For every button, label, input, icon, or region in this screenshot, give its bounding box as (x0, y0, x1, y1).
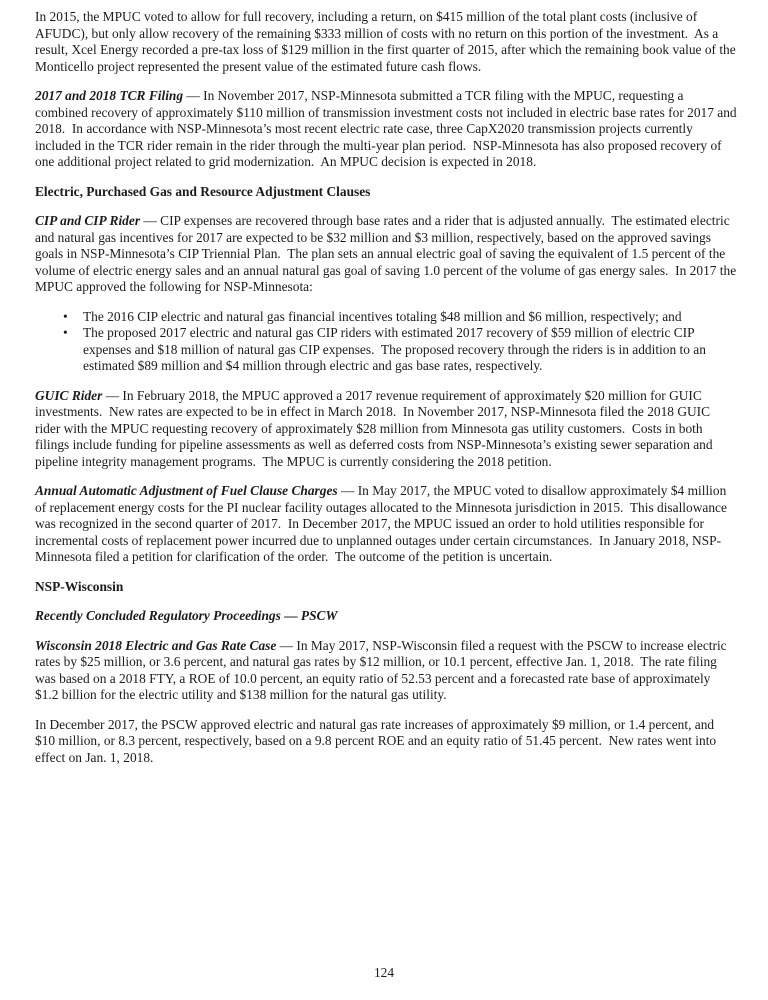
bullet-item-text: The 2016 CIP electric and natural gas financial incentives totaling $48 million and $6 million, respectively; and (83, 308, 682, 324)
guic-rider-text: — In February 2018, the MPUC approved a 2017 revenue requirement of approximately $20 million for GUIC investments. New rates are expected to be in effect in March 2018. In November 2017, NSP-Minnesota filed the 2018 GUIC rider with the MPUC requesting recovery of approximately $28 million from Minnesota gas utility customers. Costs in both filings include funding for pipeline assessments as well as deferred costs from NSP-Minnesota’s existing sewer separation and pipeline integrity management programs. The MPUC is currently considering the 2018 petition. (35, 387, 716, 469)
list-item (35, 325, 737, 375)
guic-rider-lead-in: GUIC Rider (35, 387, 103, 403)
fuel-clause-lead-in: Annual Automatic Adjustment of Fuel Clause Charges (35, 483, 338, 498)
paragraph-cip-rider (35, 213, 740, 296)
bullet-item-text: The proposed 2017 electric and natural gas CIP riders with estimated 2017 recovery of $59 million of electric CIP expenses and $18 million of natural gas CIP expenses. The proposed recovery through the riders is in addition to an estimated $89 million and $4 million through electric and gas base rates, respectively. (83, 325, 710, 373)
wisconsin-rate-case-text: — In May 2017, NSP-Wisconsin filed a request with the PSCW to increase electric rates by $25 million, or 3.6 percent, and natural gas rates by $12 million, or 10.1 percent, effective Jan. 1, 2018. The rate filing was based on a 2018 FTY, a ROE of 10.0 percent, an equity ratio of 52.53 percent and a forecasted rate base of approximately $1.2 billion for the electric utility and $138 million for the natural gas utility. (35, 637, 730, 702)
heading-nsp-wisconsin: NSP-Wisconsin (35, 578, 124, 594)
paragraph-monticello-recovery: In 2015, the MPUC voted to allow for full recovery, including a return, on $415 million of the total plant costs (inclusive of AFUDC), but only allow recovery of the remaining $333 million of costs with no return on this portion of the investment. As a result, Xcel Energy recorded a pre-tax loss of $129 million in the first quarter of 2015, after which the remaining book value of the Monticello project represented the present value of the estimated future cash flows. (35, 9, 740, 74)
paragraph-tcr-filing (35, 88, 740, 171)
heading-recently-concluded-pscw: Recently Concluded Regulatory Proceedings — PSCW (35, 608, 338, 623)
cip-rider-text: — CIP expenses are recovered through base rates and a rider that is adjusted annually. The estimated electric and natural gas incentives for 2017 are expected to be $32 million and $3 million, respectively, based on the approved savings goals in NSP-Minnesota’s CIP Triennial Plan. The plan sets an annual electric goal of saving the equivalent of 1.5 percent of the volume of electric energy sales and an annual natural gas goal of saving 1.0 percent of the volume of gas energy sales. In 2017 the MPUC approved the following for NSP-Minnesota: (35, 213, 740, 294)
page-number: 124 (373, 965, 395, 980)
paragraph-december-approval: In December 2017, the PSCW approved electric and natural gas rate increases of approximately $9 million, or 1.4 percent, and $10 million, or 8.3 percent, respectively, based on a 9.8 percent ROE and an equity ratio of 51.45 percent. New rates went into effect on Jan. 1, 2018. (35, 716, 720, 765)
list-item (35, 309, 737, 326)
paragraph-wisconsin-rate-case (35, 638, 737, 704)
cip-rider-lead-in: CIP and CIP Rider (35, 213, 141, 228)
document-body (35, 9, 740, 779)
wisconsin-rate-case-lead-in: Wisconsin 2018 Electric and Gas Rate Case (35, 637, 277, 653)
paragraph-fuel-clause (35, 483, 737, 566)
bullet-icon: • (63, 325, 68, 340)
heading-adjustment-clauses: Electric, Purchased Gas and Resource Adjustment Clauses (35, 183, 371, 199)
tcr-filing-text: — In November 2017, NSP-Minnesota submitted a TCR filing with the MPUC, requesting a combined recovery of approximately $110 million of transmission investment costs not included in electric base rates for 2017 and 2018. In accordance with NSP-Minnesota’s most recent electric rate case, three CapX2020 transmission projects currently included in the TCR rider remain in the rider through the multi-year plan period. NSP-Minnesota has also proposed recovery of one additional project related to grid modernization. An MPUC decision is expected in 2018. (35, 88, 740, 169)
fuel-clause-text: — In May 2017, the MPUC voted to disallow approximately $4 million of replacement energy costs for the PI nuclear facility outages allocated to the Minnesota jurisdiction in 2015. This disallowance was recognized in the second quarter of 2017. In December 2017, the MPUC issued an order to hold utilities responsible for incremental costs of replacement power incurred due to unplanned outages under certain circumstances. In January 2018, NSP-Minnesota filed a petition for clarification of the order. The outcome of the petition is uncertain. (35, 483, 731, 564)
paragraph-guic-rider (35, 388, 737, 471)
cip-approvals-list (35, 309, 737, 375)
tcr-filing-lead-in: 2017 and 2018 TCR Filing (35, 88, 184, 103)
bullet-icon: • (63, 308, 68, 324)
